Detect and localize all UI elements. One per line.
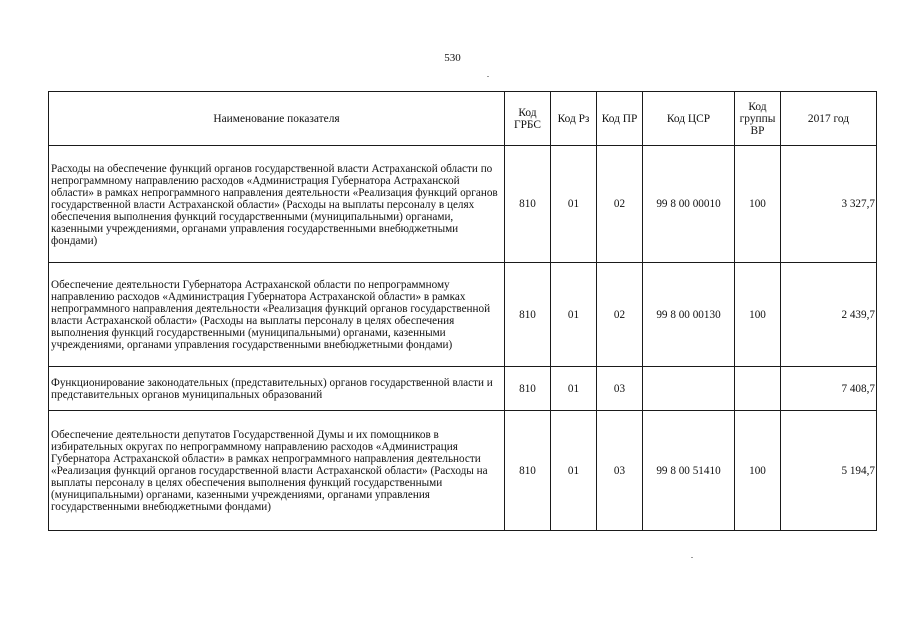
row-amount: 7 408,7 [781, 367, 877, 411]
table-row [49, 411, 877, 531]
scan-speck [487, 76, 489, 77]
table-row [49, 367, 877, 411]
row-rz: 01 [551, 367, 597, 411]
row-amount: 5 194,7 [781, 411, 877, 531]
header-row [49, 92, 877, 146]
table-row [49, 146, 877, 263]
row-pr: 03 [597, 411, 643, 531]
row-vr: 100 [735, 411, 781, 531]
row-name: Функционирование законодательных (представительных) органов государственной власти и представительных органов муниципальных образований [49, 367, 505, 411]
row-grbs: 810 [505, 411, 551, 531]
row-vr: 100 [735, 146, 781, 263]
header-rz: Код Рз [551, 92, 597, 146]
row-vr [735, 367, 781, 411]
row-csr: 99 8 00 51410 [643, 411, 735, 531]
table-row [49, 263, 877, 367]
header-vr: Код группы ВР [735, 92, 781, 146]
header-grbs: Код ГРБС [505, 92, 551, 146]
header-pr: Код ПР [597, 92, 643, 146]
row-name: Расходы на обеспечение функций органов государственной власти Астраханской области по непрограммному направлению расходов «Администрация Губернатора Астраханской области» в рамках непрограммного направления деятельности «Реализация функций органов государственной власти Астраханской области» (Расходы на выплаты персоналу в целях обеспечения выполнения функций государственными (муниципальными) органами, казенными учреждениями, органами управления государственными внебюджетными фондами) [49, 146, 505, 263]
row-rz: 01 [551, 146, 597, 263]
row-amount: 3 327,7 [781, 146, 877, 263]
row-amount: 2 439,7 [781, 263, 877, 367]
row-grbs: 810 [505, 263, 551, 367]
row-grbs: 810 [505, 367, 551, 411]
row-rz: 01 [551, 411, 597, 531]
row-rz: 01 [551, 263, 597, 367]
scan-speck [691, 557, 693, 558]
page-number: 530 [444, 52, 461, 64]
row-name: Обеспечение деятельности депутатов Государственной Думы и их помощников в избирательных округах по непрограммному направлению расходов «Администрация Губернатора Астраханской области» в рамках непрограммного направления деятельности «Реализация функций органов государственной власти Астраханской области» (Расходы на выплаты персоналу в целях обеспечения выполнения функций государственными (муниципальными) органами, казенными учреждениями, органами управления государственными внебюджетными фондами) [49, 411, 505, 531]
row-csr: 99 8 00 00130 [643, 263, 735, 367]
row-pr: 02 [597, 263, 643, 367]
budget-table [48, 91, 877, 531]
row-pr: 03 [597, 367, 643, 411]
row-grbs: 810 [505, 146, 551, 263]
header-name: Наименование показателя [49, 92, 505, 146]
row-vr: 100 [735, 263, 781, 367]
row-pr: 02 [597, 146, 643, 263]
row-csr: 99 8 00 00010 [643, 146, 735, 263]
row-csr [643, 367, 735, 411]
header-year: 2017 год [781, 92, 877, 146]
header-csr: Код ЦСР [643, 92, 735, 146]
row-name: Обеспечение деятельности Губернатора Астраханской области по непрограммному направлению расходов «Администрация Губернатора Астраханской области» в рамках непрограммного направления деятельности «Реализация функций органов государственной власти Астраханской области» (Расходы на выплаты персоналу в целях обеспечения выполнения функций государственными (муниципальными) органами, казенными учреждениями, органами управления государственными внебюджетными фондами) [49, 263, 505, 367]
